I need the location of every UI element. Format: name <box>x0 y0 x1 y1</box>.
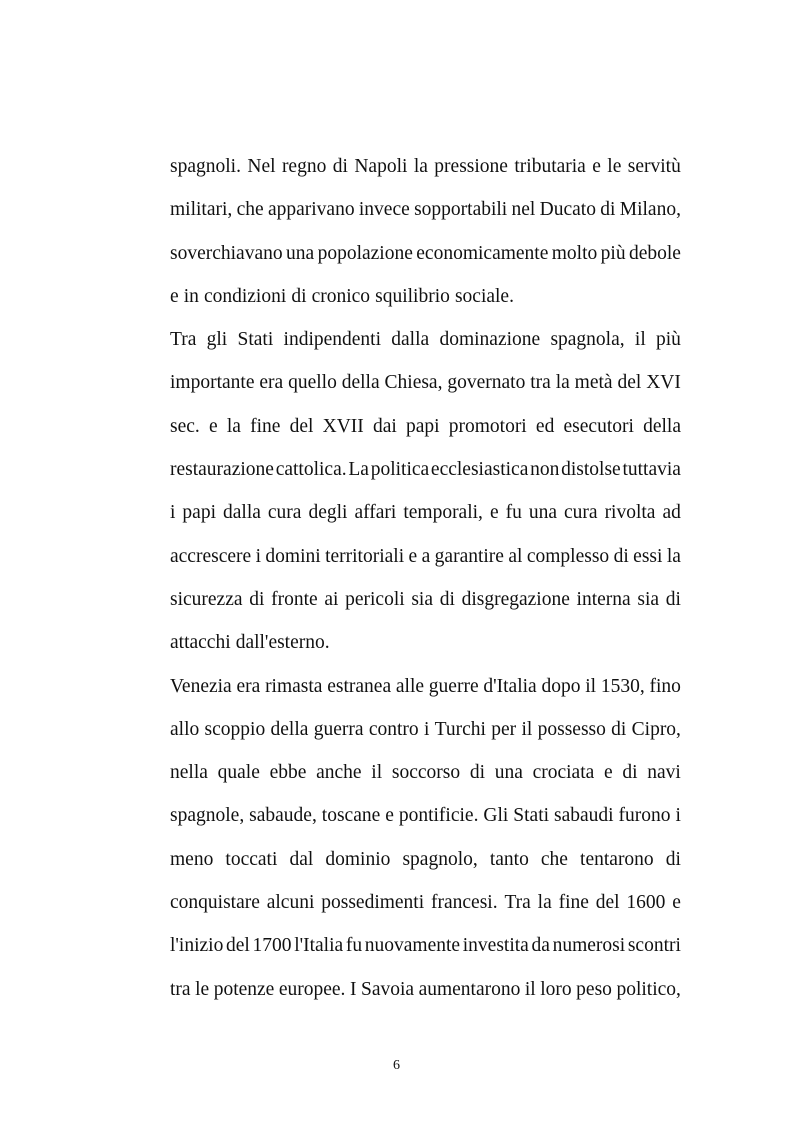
text-line: Tra gli Stati indipendenti dalla dominazione spagnola, il più <box>170 329 681 351</box>
text-line: spagnole, sabaude, toscane e pontificie. Gli Stati sabaudi furono i <box>170 805 681 827</box>
text-line: spagnoli. Nel regno di Napoli la pressione tributaria e le servitù <box>170 156 681 177</box>
text-line: conquistare alcuni possedimenti francesi. Tra la fine del 1600 e <box>170 892 681 914</box>
text-line: militari, che apparivano invece sopportabili nel Ducato di Milano, <box>170 199 681 221</box>
page-number: 6 <box>393 1058 400 1073</box>
text-line: allo scoppio della guerra contro i Turchi per il possesso di Cipro, <box>170 718 681 740</box>
body-text <box>170 145 681 1011</box>
text-line: l'inizio del 1700 l'Italia fu nuovamente investita da numerosi scontri <box>170 935 681 957</box>
text-line: attacchi dall'esterno. <box>170 632 330 654</box>
text-line: importante era quello della Chiesa, governato tra la metà del XVI <box>170 372 681 394</box>
text-line: e in condizioni di cronico squilibrio sociale. <box>170 285 514 307</box>
text-line: Venezia era rimasta estranea alle guerre d'Italia dopo il 1530, fino <box>170 675 681 697</box>
text-line: sec. e la fine del XVII dai papi promotori ed esecutori della <box>170 415 681 437</box>
text-line: restaurazione cattolica. La politica ecclesiastica non distolse tuttavia <box>170 459 681 481</box>
text-line: soverchiavano una popolazione economicamente molto più debole <box>170 242 681 264</box>
text-line: i papi dalla cura degli affari temporali, e fu una cura rivolta ad <box>170 502 681 524</box>
text-line: nella quale ebbe anche il soccorso di una crociata e di navi <box>170 762 681 784</box>
text-line: accrescere i domini territoriali e a garantire al complesso di essi la <box>170 545 681 567</box>
text-line: sicurezza di fronte ai pericoli sia di disgregazione interna sia di <box>170 588 681 610</box>
text-line: tra le potenze europee. I Savoia aumentarono il loro peso politico, <box>170 978 681 1000</box>
text-line: meno toccati dal dominio spagnolo, tanto che tentarono di <box>170 848 681 870</box>
